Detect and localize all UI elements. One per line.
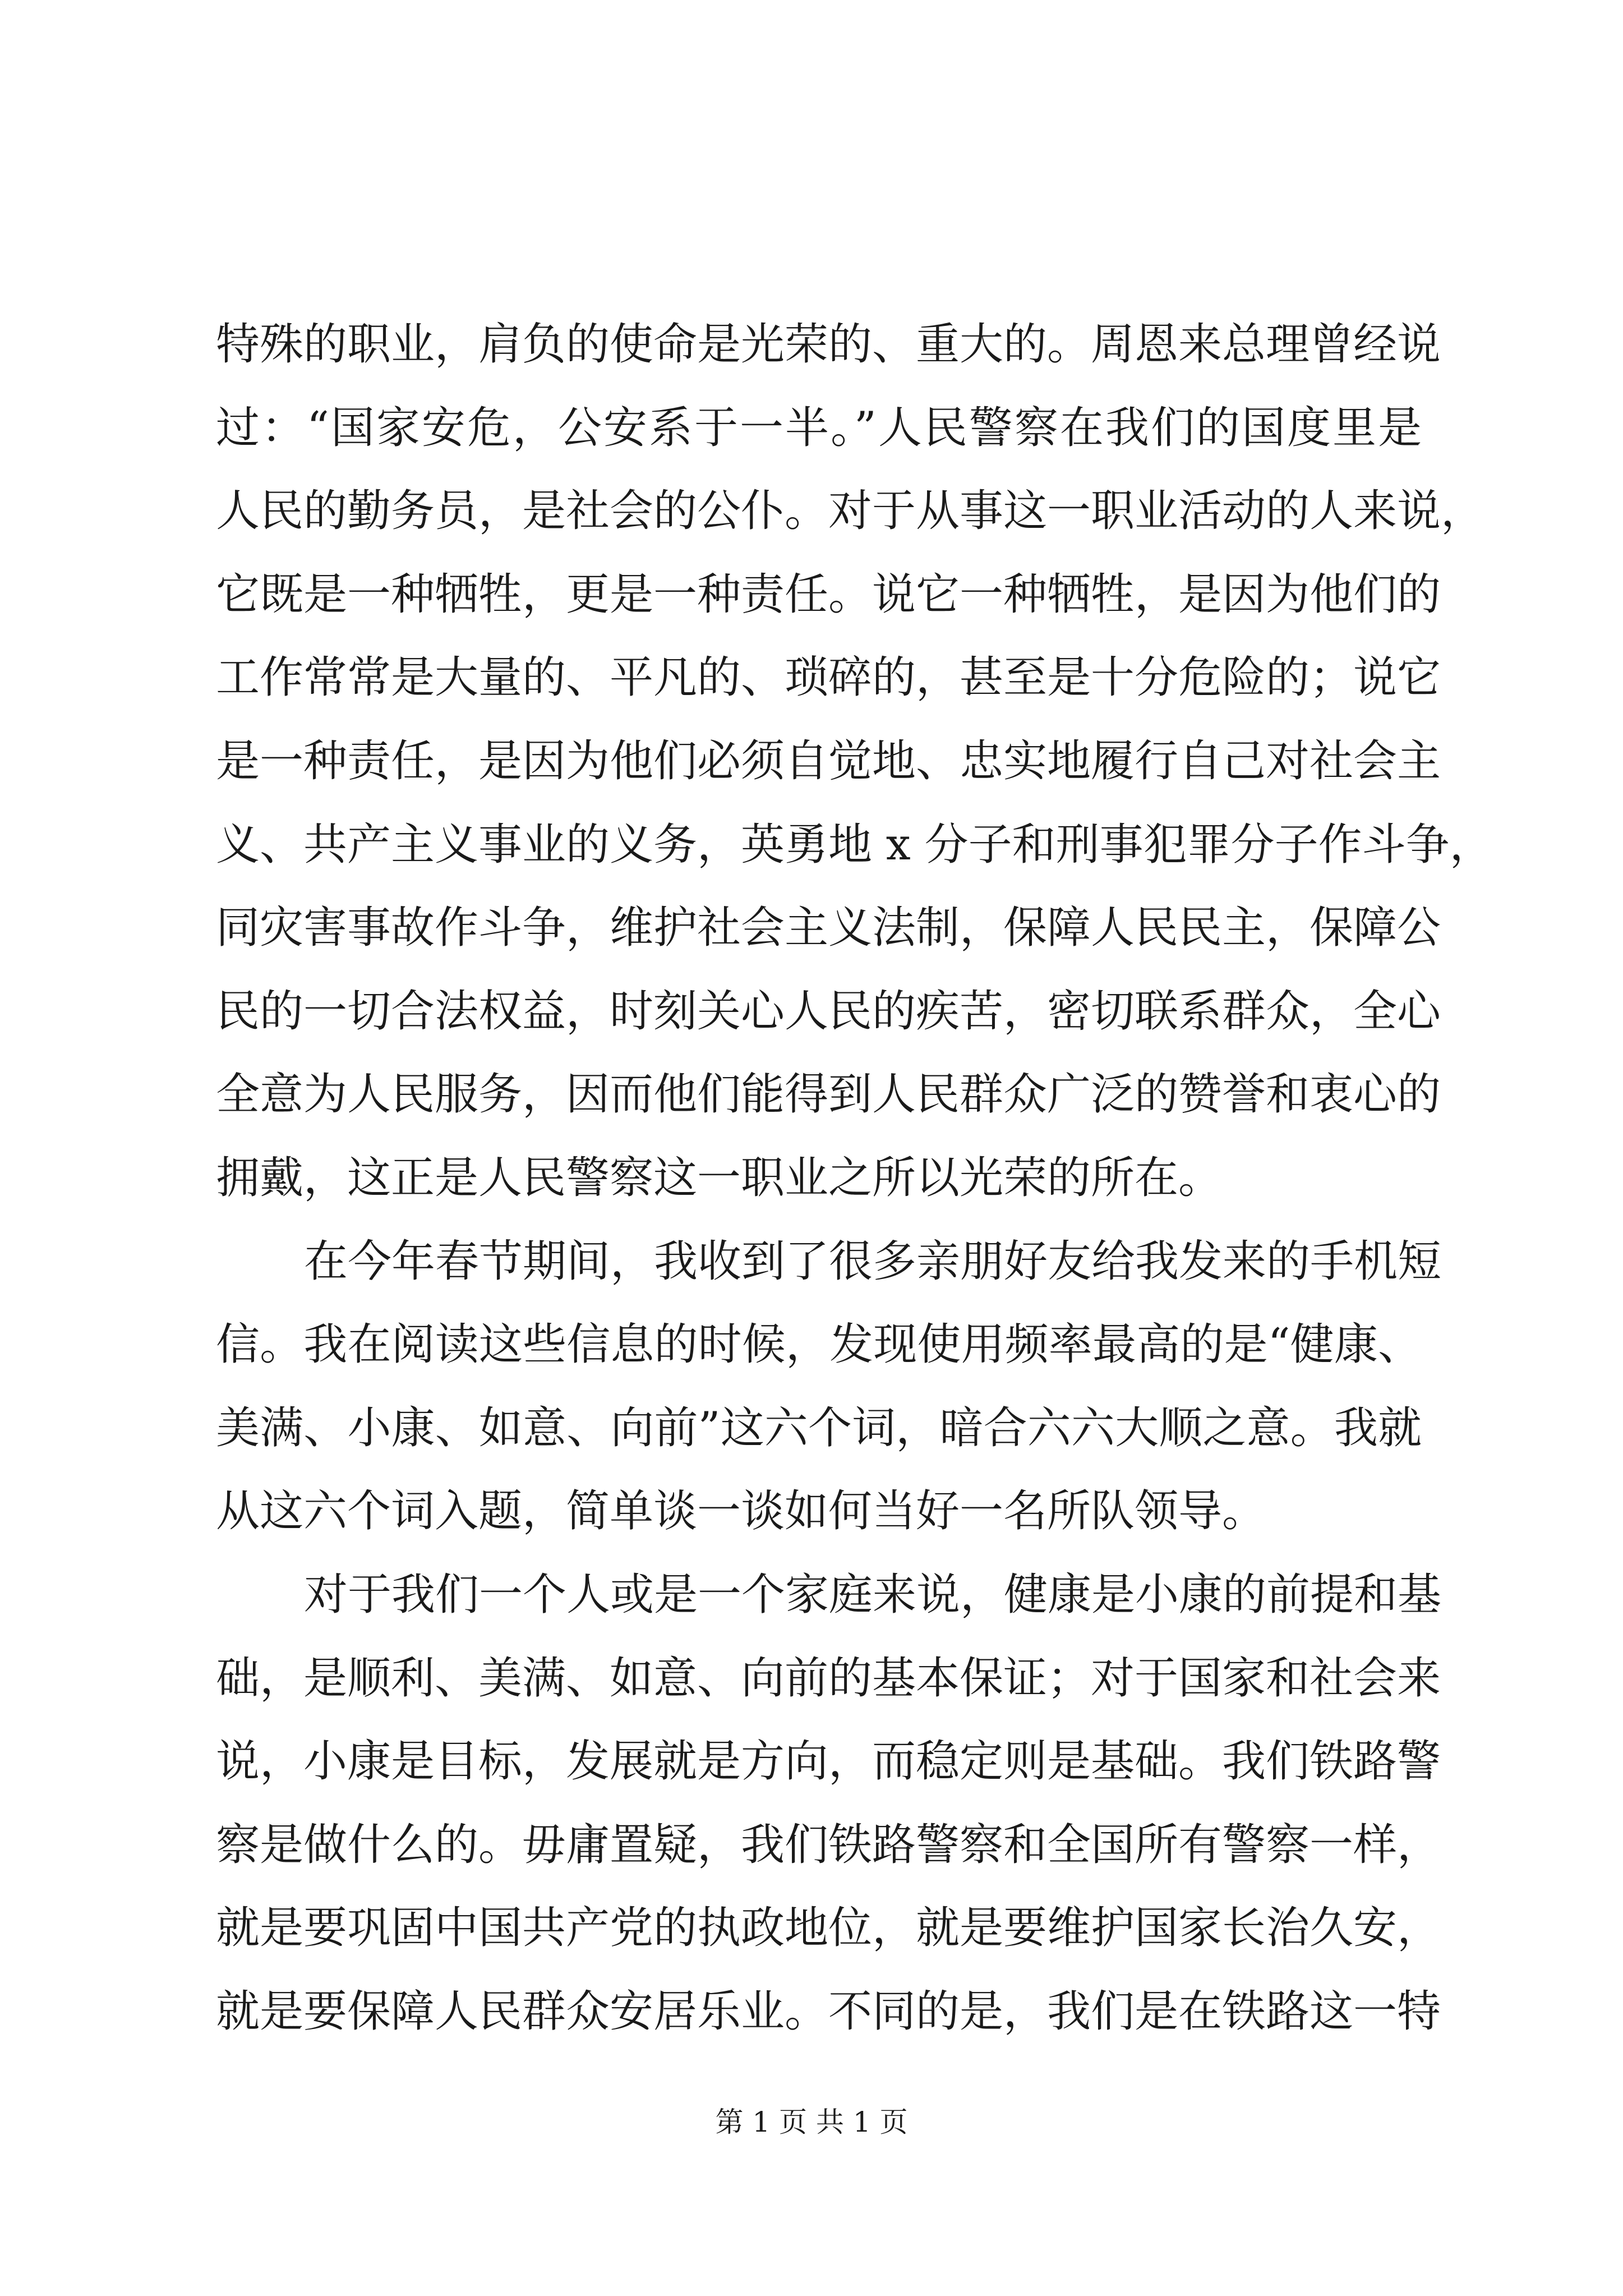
text-line: 义、共产主义事业的义务，英勇地 x 分子和刑事犯罪分子作斗争， bbox=[216, 819, 1493, 870]
text-line: 它既是一种牺牲，更是一种责任。说它一种牺牲，是因为他们的 bbox=[216, 569, 1441, 620]
body-text bbox=[216, 303, 1493, 2053]
text-line: 民的一切合法权益，时刻关心人民的疾苦，密切联系群众，全心 bbox=[216, 986, 1441, 1037]
text-line: 美满、小康、如意、向前”这六个词，暗合六六大顺之意。我就 bbox=[216, 1402, 1422, 1453]
text-line: 础，是顺利、美满、如意、向前的基本保证；对于国家和社会来 bbox=[216, 1653, 1441, 1704]
text-line: 同灾害事故作斗争，维护社会主义法制，保障人民民主，保障公 bbox=[216, 903, 1441, 954]
text-line: 在今年春节期间，我收到了很多亲朋好友给我发来的手机短 bbox=[304, 1236, 1442, 1287]
text-line: 说，小康是目标，发展就是方向，而稳定则是基础。我们铁路警 bbox=[216, 1736, 1441, 1787]
text-line: 特殊的职业，肩负的使命是光荣的、重大的。周恩来总理曾经说 bbox=[216, 319, 1441, 370]
text-line: 工作常常是大量的、平凡的、琐碎的，甚至是十分危险的；说它 bbox=[216, 652, 1441, 703]
text-line: 拥戴，这正是人民警察这一职业之所以光荣的所在。 bbox=[216, 1152, 1223, 1203]
text-line: 是一种责任，是因为他们必须自觉地、忠实地履行自己对社会主 bbox=[216, 735, 1441, 786]
text-line: 信。我在阅读这些信息的时候，发现使用频率最高的是“健康、 bbox=[216, 1319, 1422, 1370]
text-line: 察是做什么的。毋庸置疑，我们铁路警察和全国所有警察一样， bbox=[216, 1819, 1441, 1870]
text-line: 全意为人民服务，因而他们能得到人民群众广泛的赞誉和衷心的 bbox=[216, 1069, 1441, 1120]
text-line: 过：“国家安危，公安系于一半。”人民警察在我们的国度里是 bbox=[216, 402, 1422, 453]
text-line: 人民的勤务员，是社会的公仆。对于从事这一职业活动的人来说， bbox=[216, 486, 1485, 537]
text-line: 就是要保障人民群众安居乐业。不同的是，我们是在铁路这一特 bbox=[216, 1986, 1441, 2037]
text-line: 就是要巩固中国共产党的执政地位，就是要维护国家长治久安， bbox=[216, 1903, 1441, 1954]
text-line: 对于我们一个人或是一个家庭来说，健康是小康的前提和基 bbox=[304, 1569, 1442, 1620]
page-footer: 第 1 页 共 1 页 bbox=[715, 2106, 908, 2138]
text-line: 从这六个词入题，简单谈一谈如何当好一名所队领导。 bbox=[216, 1486, 1266, 1537]
